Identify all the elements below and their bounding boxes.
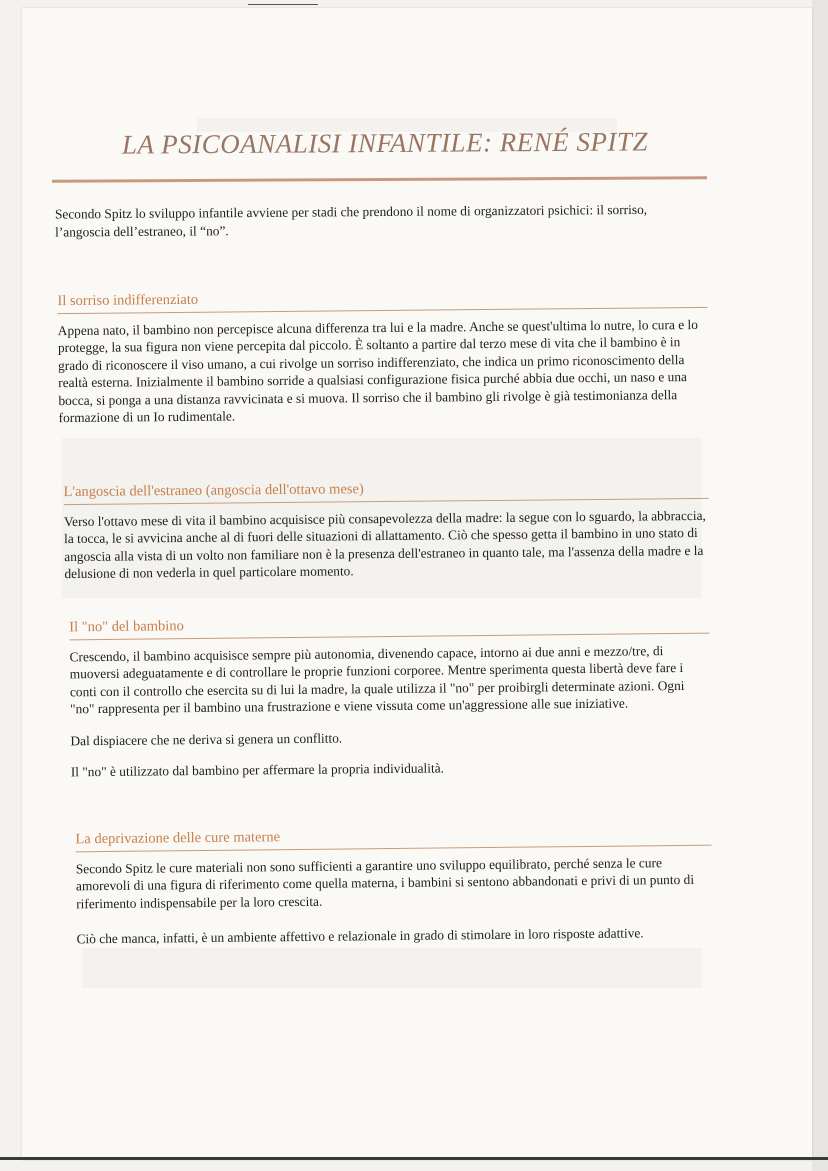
section-heading: L'angoscia dell'estraneo (angoscia dell'ottavo mese) [64,478,709,505]
section-smile [57,287,708,427]
section-maternal-deprivation [75,825,712,948]
page-title: LA PSICOANALISI INFANTILE: RENÉ SPITZ [121,126,649,160]
section-paragraph: Dal dispiacere che ne deriva si genera un conflitto. [70,730,343,748]
section-paragraph: Appena nato, il bambino non percepisce alcuna differenza tra lui e la madre. Anche se quest'ultima lo nutre, lo cura e lo protegge, la sua figura non viene percepita dal piccolo. È soltanto a partire dal terzo mese di vita che il bambino è in grado di riconoscere il viso umano, a cui rivolge un sorriso indifferenziato, che indica un primo riconoscimento della realtà esterna. Inizialmente il bambino sorride a qualsiasi configurazione fisica purché abbia due occhi, un naso e una bocca, si ponga a una distanza ravvicinata e si muova. Il sorriso che il bambino gli rivolge è già testimonianza della formazione di un Io rudimentale. [57,316,698,426]
section-heading: Il "no" del bambino [69,613,709,640]
intro-paragraph: Secondo Spitz lo sviluppo infantile avviene per stadi che prendono il nome di organizzatori psichici: il sorriso, l’angoscia dell’estraneo, il “no”. [54,201,648,240]
scan-artifact [0,1157,828,1160]
bleed-through [82,948,702,988]
section-paragraph: Crescendo, il bambino acquisisce sempre più autonomia, divenendo capace, intorno ai due anni e mezzo/tre, di muoversi adeguatamente e di controllare le proprie funzioni corporee. Mentre sperimenta questa libertà deve fare i conti con il controllo che esercita su di lui la madre, la quale utilizza il "no" per proibirgli determinate azioni. Ogni "no" rappresenta per il bambino una frustrazione e viene vissuta come un'aggressione alle sue iniziative. [69,642,685,717]
section-no [69,613,711,781]
section-paragraph: Ciò che manca, infatti, è un ambiente affettivo e relazionale in grado di stimolare in loro risposte adattive. [76,925,644,947]
section-heading: Il sorriso indifferenziato [57,287,707,314]
section-heading: La deprivazione delle cure materne [75,825,711,852]
scan-edge [812,0,828,1171]
section-paragraph: Verso l'ottavo mese di vita il bambino acquisisce più consapevolezza della madre: la segue con lo sguardo, la abbraccia, la tocca, le si avvicina anche al di fuori delle situazioni di allattamento. Ciò che spesso getta il bambino in uno stato di angoscia alla vista di un volto non familiare non è la presenza dell'estraneo in quanto tale, ma l'assenza della madre e la delusione di non vederla in quel particolare momento. [63,507,706,582]
section-stranger-anxiety [64,478,710,583]
section-paragraph: Il "no" è utilizzato dal bambino per affermare la propria individualità. [70,760,445,780]
scan-artifact [248,4,318,5]
section-paragraph: Secondo Spitz le cure materiali non sono sufficienti a garantire uno sviluppo equilibrato, perché senza le cure amorevoli di una figura di riferimento come quella materna, i bambini si sentono abbandonati e privi di un punto di riferimento indispensabile per la loro crescita. [75,854,695,911]
intro-block [55,200,705,240]
